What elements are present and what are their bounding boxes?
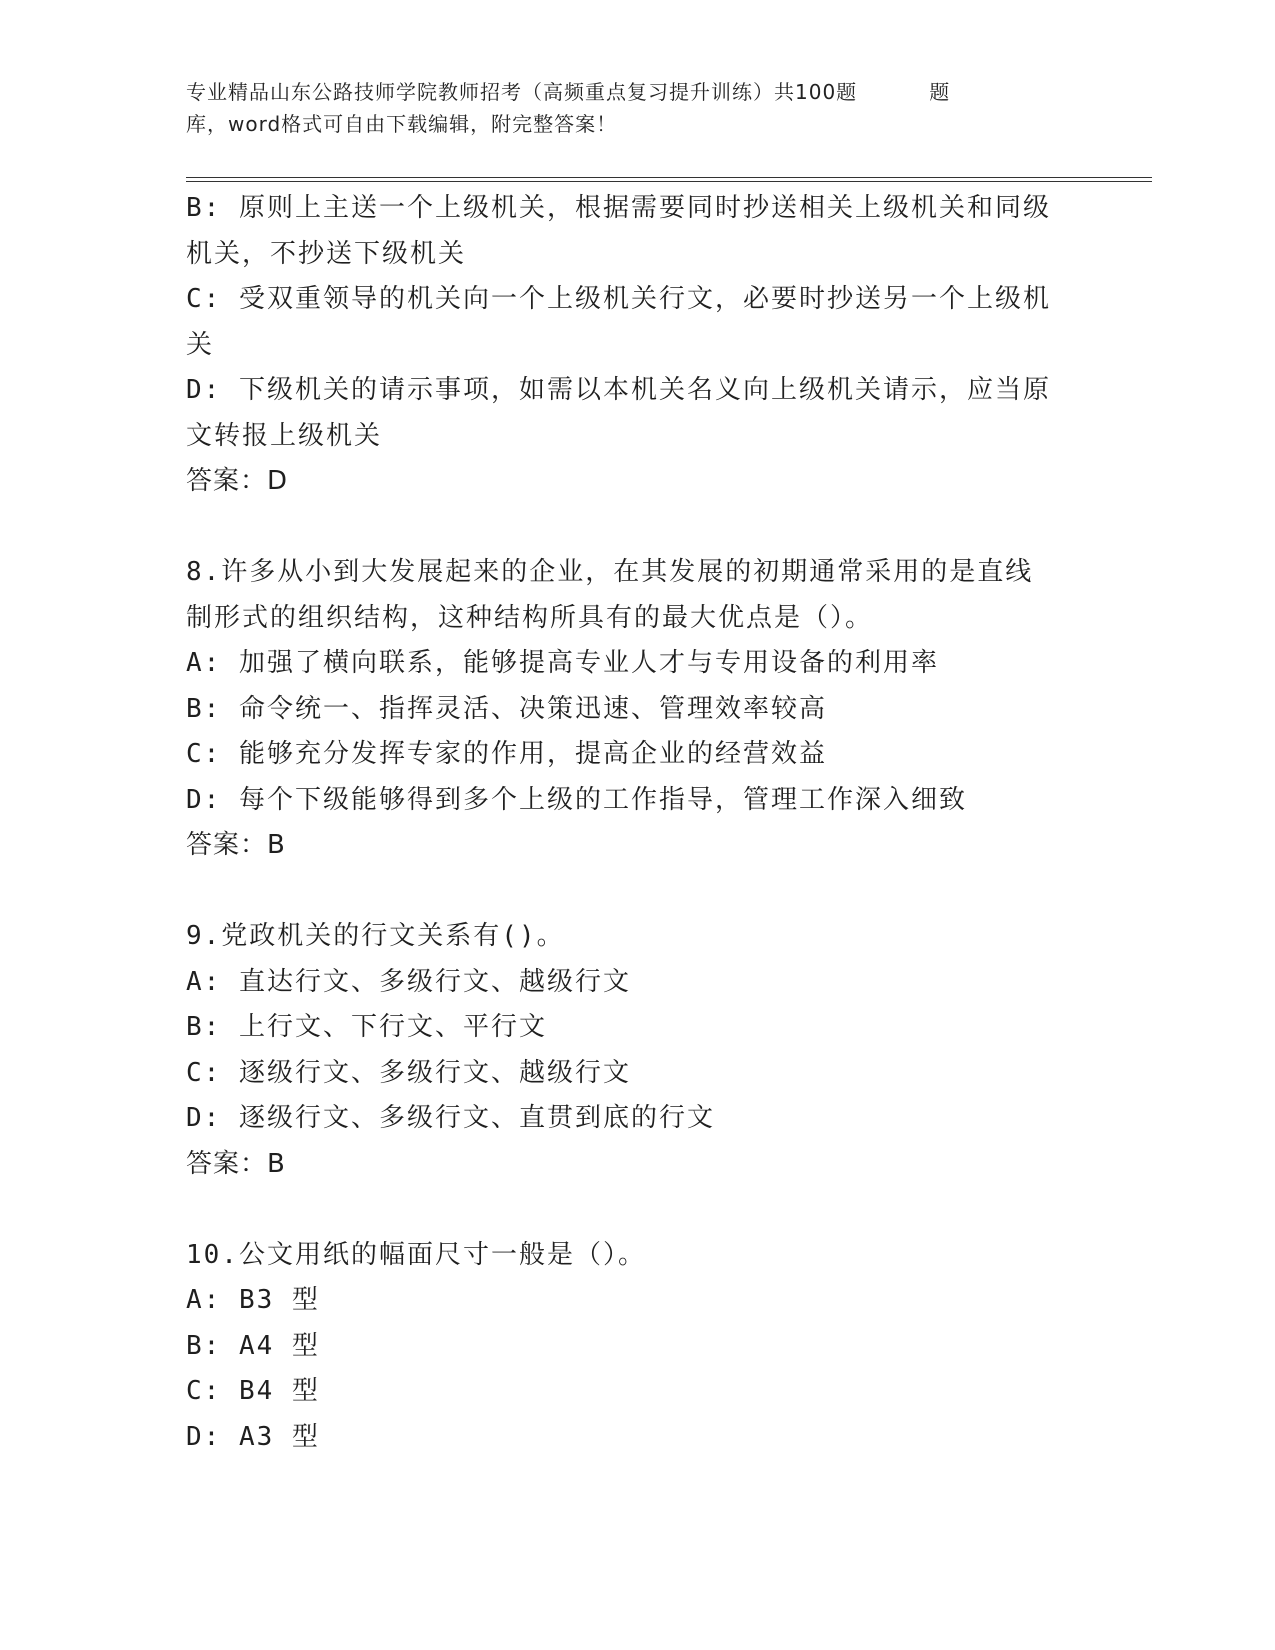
q8-option-c: C: 能够充分发挥专家的作用，提高企业的经营效益 <box>186 739 827 769</box>
header-title: 专业精品山东公路技师学院教师招考（高频重点复习提升训练）共100题 <box>186 80 858 104</box>
q7-option-b-line-2: 机关，不抄送下级机关 <box>186 238 467 269</box>
q9-option-b: B: 上行文、下行文、平行文 <box>186 1012 547 1042</box>
q8-option-b: B: 命令统一、指挥灵活、决策迅速、管理效率较高 <box>186 693 827 724</box>
q10-option-d: D: A3 型 <box>186 1421 320 1452</box>
page-header <box>186 76 1086 140</box>
header-title-tail: 题 <box>929 80 951 104</box>
spacer <box>186 1187 1086 1233</box>
q8-stem-line-2: 制形式的组织结构，这种结构所具有的最大优点是（）。 <box>186 602 874 633</box>
q9-option-d: D: 逐级行文、多级行文、直贯到底的行文 <box>186 1103 715 1133</box>
q10-option-a: A: B3 型 <box>186 1285 320 1315</box>
q7-answer: 答案：D <box>186 466 289 496</box>
q7-option-c-line-1: C: 受双重领导的机关向一个上级机关行文，必要时抄送另一个上级机 <box>186 284 1051 314</box>
q7-option-c-line-2: 关 <box>186 329 215 360</box>
q7-option-d-line-2: 文转报上级机关 <box>186 420 383 451</box>
q9-option-c: C: 逐级行文、多级行文、越级行文 <box>186 1057 631 1088</box>
header-line-2: 库，word格式可自由下载编辑，附完整答案！ <box>186 112 618 136</box>
header-line-1 <box>186 76 1086 108</box>
q8-answer: 答案：B <box>186 830 286 860</box>
q8-option-d: D: 每个下级能够得到多个上级的工作指导，管理工作深入细致 <box>186 784 967 815</box>
question-content <box>186 186 1086 1460</box>
header-divider <box>186 177 1152 182</box>
q8-option-a: A: 加强了横向联系，能够提高专业人才与专用设备的利用率 <box>186 648 939 678</box>
spacer <box>186 505 1086 551</box>
q10-option-c: C: B4 型 <box>186 1376 320 1406</box>
spacer <box>186 869 1086 915</box>
q9-stem: 9.党政机关的行文关系有()。 <box>186 921 565 951</box>
q10-option-b: B: A4 型 <box>186 1330 320 1361</box>
q7-option-b-line-1: B: 原则上主送一个上级机关，根据需要同时抄送相关上级机关和同级 <box>186 193 1051 223</box>
q9-answer: 答案：B <box>186 1148 286 1179</box>
q10-stem: 10.公文用纸的幅面尺寸一般是（）。 <box>186 1239 646 1270</box>
q9-option-a: A: 直达行文、多级行文、越级行文 <box>186 966 631 997</box>
q7-option-d-line-1: D: 下级机关的请示事项，如需以本机关名义向上级机关请示，应当原 <box>186 375 1051 405</box>
q8-stem-line-1: 8.许多从小到大发展起来的企业，在其发展的初期通常采用的是直线 <box>186 557 1034 587</box>
